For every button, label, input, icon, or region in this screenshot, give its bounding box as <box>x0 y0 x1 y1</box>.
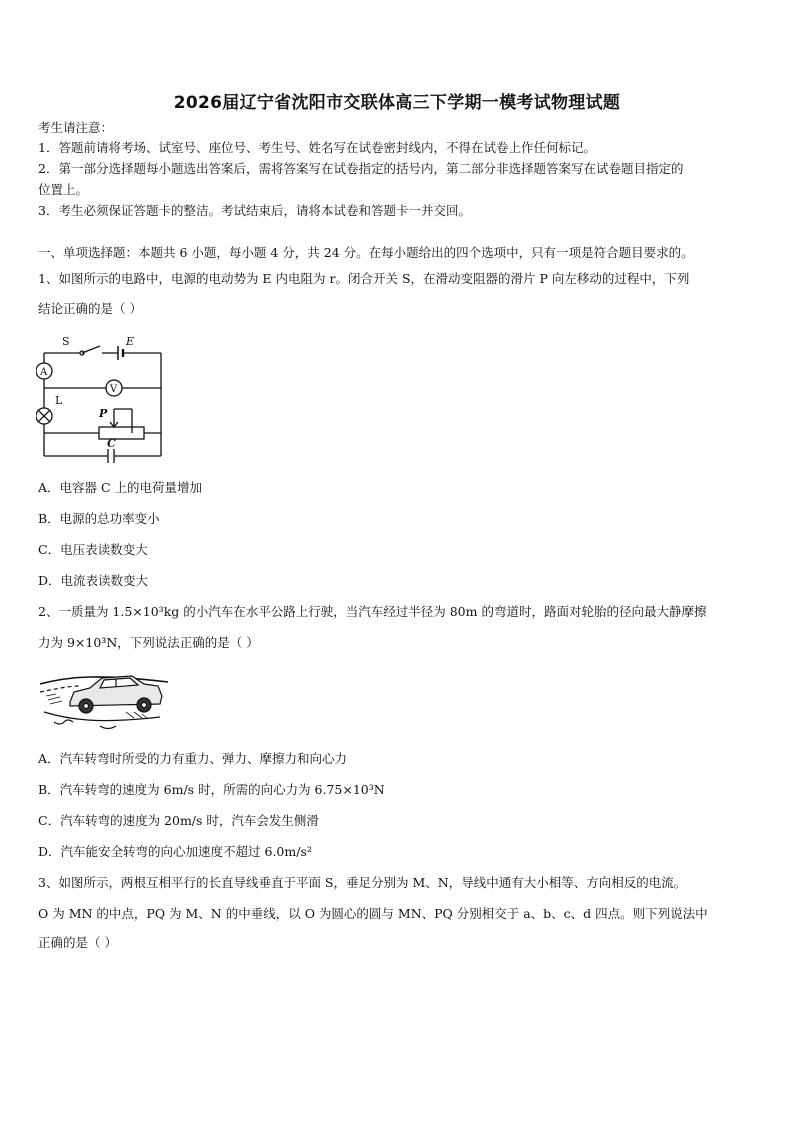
q2-stem-line-2: 力为 9×10³N，下列说法正确的是（ ） <box>38 635 259 650</box>
ammeter-label: A <box>40 367 48 378</box>
q2-option-a: A．汽车转弯时所受的力有重力、弹力、摩擦力和向心力 <box>38 751 348 766</box>
notice-item-1: 1．答题前请将考场、试室号、座位号、考生号、姓名写在试卷密封线内，不得在试卷上作任何标记。 <box>38 140 596 155</box>
notice-item-3: 3．考生必须保证答题卡的整洁。考试结束后，请将本试卷和答题卡一并交回。 <box>38 203 471 218</box>
q2-stem-line-1: 2、一质量为 1.5×10³kg 的小汽车在水平公路上行驶，当汽车经过半径为 80m 的弯道时，路面对轮胎的径向最大静摩擦 <box>38 604 707 619</box>
switch-label: S <box>62 335 70 348</box>
notice-heading: 考生请注意： <box>38 120 114 135</box>
q1-option-c: C．电压表读数变大 <box>38 542 148 557</box>
notice-item-2: 2．第一部分选择题每小题选出答案后，需将答案写在试卷指定的括号内，第二部分非选择题答案写在试卷题目指定的 <box>38 161 684 176</box>
lamp-label: L <box>55 394 63 407</box>
section-1-heading: 一、单项选择题：本题共 6 小题，每小题 4 分，共 24 分。在每小题给出的四个选项中，只有一项是符合题目要求的。 <box>38 245 694 260</box>
q1-option-d: D．电流表读数变大 <box>38 573 149 588</box>
q2-option-d: D．汽车能安全转弯的向心加速度不超过 6.0m/s² <box>38 844 312 859</box>
circuit-diagram <box>36 333 170 465</box>
voltmeter-label: V <box>110 384 118 395</box>
q1-option-a: A．电容器 C 上的电荷量增加 <box>38 480 203 495</box>
q1-stem-line-2: 结论正确的是（ ） <box>38 301 142 316</box>
q2-option-c: C．汽车转弯的速度为 20m/s 时，汽车会发生侧滑 <box>38 813 319 828</box>
car-on-curve-image <box>40 662 168 732</box>
page-title: 2026届辽宁省沈阳市交联体高三下学期一模考试物理试题 <box>173 93 621 113</box>
q1-option-b: B．电源的总功率变小 <box>38 511 160 526</box>
capacitor-label: C <box>107 437 116 450</box>
notice-item-2-cont: 位置上。 <box>38 182 89 197</box>
emf-label: E <box>126 335 135 348</box>
q3-stem-line-3: 正确的是（ ） <box>38 935 117 950</box>
q1-stem-line-1: 1、如图所示的电路中，电源的电动势为 E 内电阻为 r。闭合开关 S，在滑动变阻器的滑片 P 向左移动的过程中，下列 <box>38 271 690 286</box>
q3-stem-line-2: O 为 MN 的中点，PQ 为 M、N 的中垂线，以 O 为圆心的圆与 MN、PQ 分别相交于 a、b、c、d 四点。则下列说法中 <box>38 906 708 921</box>
q2-option-b: B．汽车转弯的速度为 6m/s 时，所需的向心力为 6.75×10³N <box>38 782 385 797</box>
q3-stem-line-1: 3、如图所示，两根互相平行的长直导线垂直于平面 S，垂足分别为 M、N，导线中通有大小相等、方向相反的电流。 <box>38 875 687 890</box>
slider-label: P <box>99 407 108 420</box>
